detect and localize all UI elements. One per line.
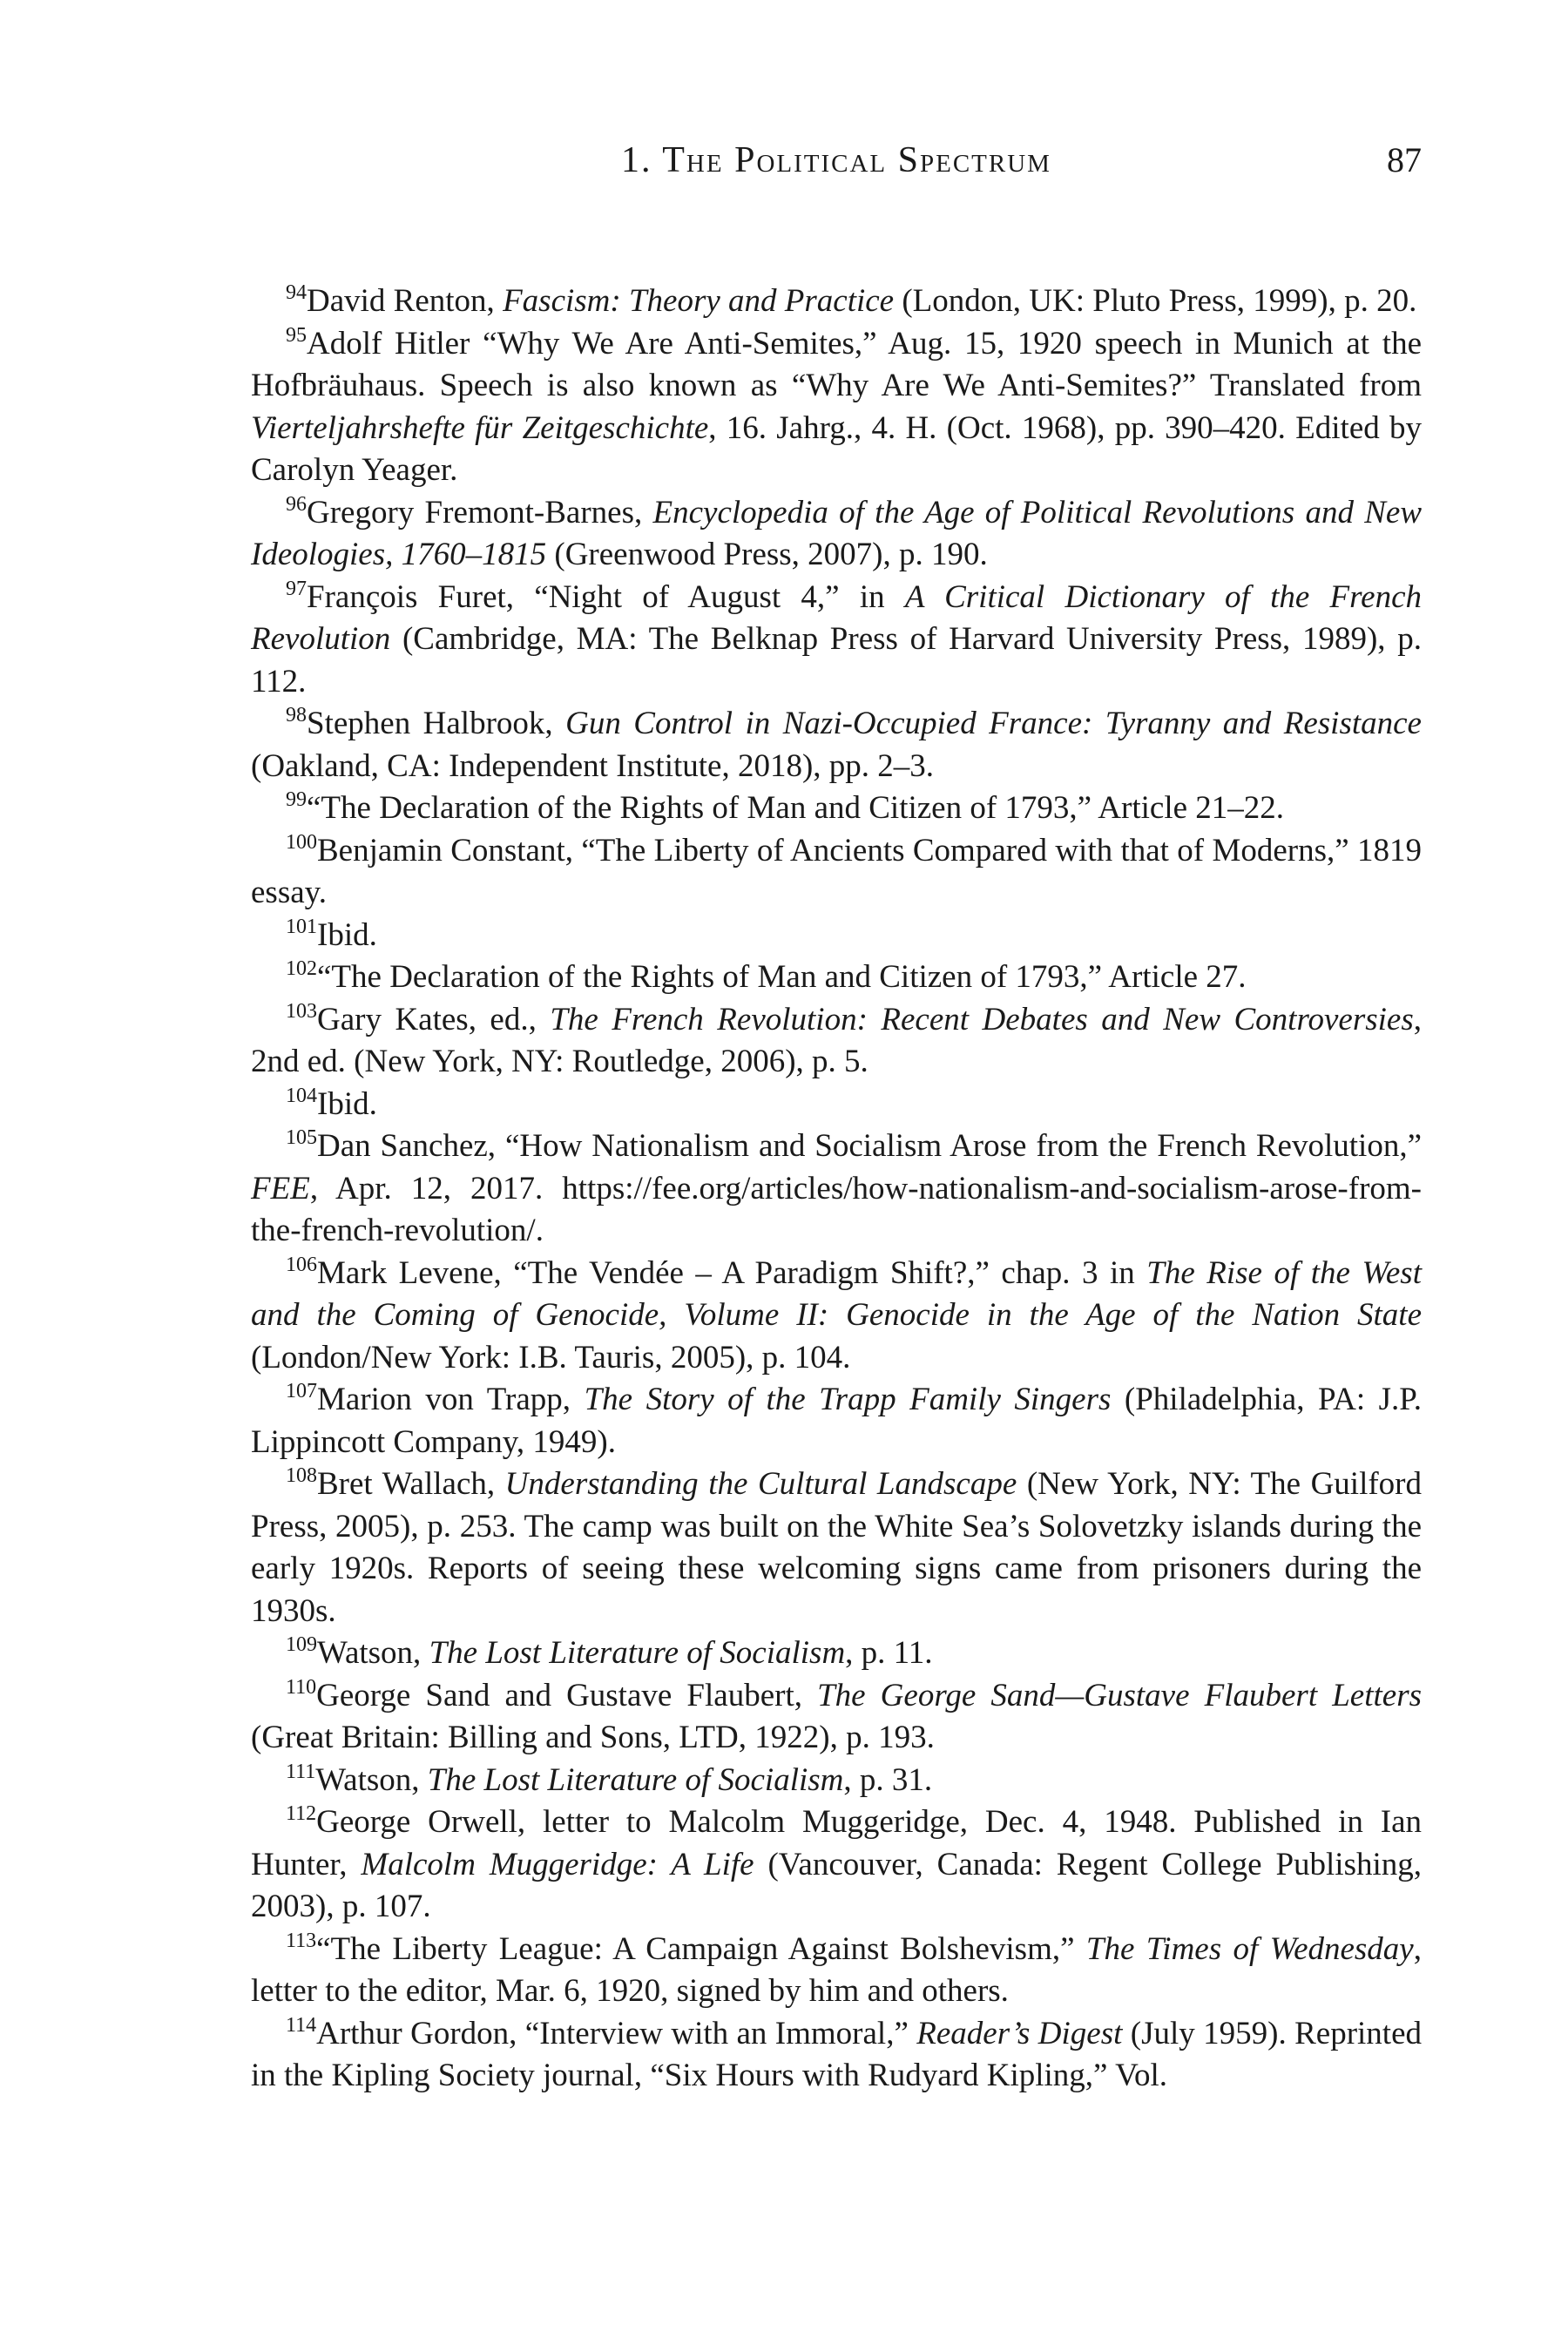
endnote-number: 94 — [286, 281, 307, 304]
endnote-text: Mark Levene, “The Vendée – A Paradigm Shift?,” chap. 3 in — [317, 1254, 1147, 1291]
endnote-text: (London/New York: I.B. Tauris, 2005), p. 104. — [251, 1339, 851, 1375]
endnote-number: 95 — [286, 323, 307, 347]
endnote-number: 99 — [286, 788, 307, 811]
endnote-text: (Greenwood Press, 2007), p. 190. — [546, 537, 988, 572]
endnote-title-italic: Gun Control in Nazi-Occupied France: Tyranny and Resistance — [565, 706, 1422, 741]
endnote-102 — [251, 956, 1422, 999]
endnote-109 — [251, 1632, 1422, 1675]
endnote-number: 96 — [286, 492, 307, 516]
endnote-text: (Oakland, CA: Independent Institute, 2018), pp. 2–3. — [251, 747, 935, 784]
endnote-text: “The Liberty League: A Campaign Against Bolshevism,” — [316, 1930, 1086, 1967]
endnote-text: (New York, NY: The Guilford Press, 2005), p. 253. The camp was built on the White Sea’s Solovetzky islands during the early 1920s. Reports of seeing these welcoming signs came from prisoners during the 1930s. — [251, 1466, 1422, 1629]
endnote-number: 107 — [286, 1380, 317, 1402]
endnote-107 — [251, 1379, 1422, 1463]
endnote-title-italic: Fascism: Theory and Practice — [503, 283, 895, 319]
endnote-title-italic: A Critical Dictionary of the French Revolution — [251, 578, 1422, 657]
endnote-number: 101 — [286, 915, 317, 938]
endnote-text: Gregory Fremont-Barnes, — [307, 494, 653, 531]
endnote-text: Watson, — [317, 1635, 429, 1671]
endnote-95 — [251, 323, 1422, 492]
endnote-number: 111 — [286, 1760, 316, 1783]
endnote-text: , 2nd ed. (New York, NY: Routledge, 2006), p. 5. — [251, 1001, 1422, 1079]
endnote-title-italic: The Lost Literature of Socialism — [427, 1761, 844, 1798]
endnotes-list — [251, 280, 1422, 2098]
endnote-text: Stephen Halbrook, — [307, 706, 566, 741]
endnote-title-italic: The Lost Literature of Socialism — [429, 1635, 846, 1671]
endnote-title-italic: Malcolm Muggeridge: A Life — [361, 1846, 754, 1882]
endnote-title-italic: Understanding the Cultural Landscape — [504, 1466, 1017, 1502]
endnote-number: 105 — [286, 1126, 317, 1149]
endnote-text: , letter to the editor, Mar. 6, 1920, signed by him and others. — [251, 1930, 1422, 2009]
endnote-title-italic: FEE — [251, 1170, 310, 1206]
endnote-title-italic: The Rise of the West and the Coming of Genocide, Volume II: Genocide in the Age of the Nation State — [251, 1254, 1422, 1333]
endnote-title-italic: Encyclopedia of the Age of Political Revolutions and New Ideologies, 1760–1815 — [251, 494, 1422, 572]
endnote-100 — [251, 830, 1422, 915]
running-title: 1. The Political Spectrum — [621, 140, 1051, 180]
endnote-text: Dan Sanchez, “How Nationalism and Socialism Arose from the French Revolution,” — [317, 1128, 1422, 1164]
endnote-96 — [251, 492, 1422, 577]
endnote-text: (Philadelphia, PA: J.P. Lippincott Company, 1949). — [251, 1382, 1423, 1460]
endnote-103 — [251, 999, 1422, 1084]
endnote-101 — [251, 915, 1422, 957]
endnote-text: Gary Kates, ed., — [317, 1001, 551, 1037]
endnote-text: (Vancouver, Canada: Regent College Publishing, 2003), p. 107. — [251, 1846, 1423, 1924]
endnote-text: Ibid. — [317, 1085, 377, 1122]
endnote-title-italic: The Times of Wednesday — [1085, 1930, 1414, 1967]
endnote-text: “The Declaration of the Rights of Man and Citizen of 1793,” Article 21–22. — [307, 790, 1285, 826]
endnote-text: (Cambridge, MA: The Belknap Press of Harvard University Press, 1989), p. 112. — [251, 621, 1422, 700]
endnote-text: Bret Wallach, — [317, 1466, 505, 1502]
endnote-108 — [251, 1463, 1422, 1632]
endnote-114 — [251, 2013, 1422, 2098]
endnote-text: Watson, — [315, 1761, 428, 1798]
endnote-text: , p. 11. — [845, 1635, 933, 1671]
endnote-number: 114 — [286, 2013, 317, 2037]
endnote-number: 110 — [286, 1675, 317, 1699]
endnote-title-italic: Reader’s Digest — [916, 2015, 1123, 2051]
endnote-113 — [251, 1929, 1422, 2013]
endnote-text: Benjamin Constant, “The Liberty of Ancients Compared with that of Moderns,” 1819 essay. — [251, 832, 1422, 910]
endnote-98 — [251, 703, 1422, 787]
endnote-text: , p. 31. — [843, 1761, 933, 1798]
endnote-text: François Furet, “Night of August 4,” in — [307, 578, 905, 615]
endnote-number: 100 — [286, 830, 317, 854]
endnote-text: , 16. Jahrg., 4. H. (Oct. 1968), pp. 390–420. Edited by Carolyn Yeager. — [251, 409, 1422, 488]
endnote-text: (Great Britain: Billing and Sons, LTD, 1922), p. 193. — [251, 1720, 935, 1755]
endnote-text: David Renton, — [307, 283, 504, 319]
endnote-number: 98 — [286, 704, 307, 727]
endnote-number: 109 — [286, 1633, 317, 1656]
endnote-text: , Apr. 12, 2017. https://fee.org/articles/how-nationalism-and-socialism-arose-from-the-french-revolution/. — [251, 1170, 1422, 1248]
endnote-text: Arthur Gordon, “Interview with an Immoral,” — [316, 2015, 917, 2051]
endnote-title-italic: Vierteljahrshefte für Zeitgeschichte — [251, 409, 709, 446]
endnote-106 — [251, 1253, 1422, 1380]
endnote-text: Marion von Trapp, — [317, 1382, 585, 1417]
running-header — [251, 139, 1422, 192]
endnote-105 — [251, 1125, 1422, 1253]
endnote-text: Adolf Hitler “Why We Are Anti-Semites,” Aug. 15, 1920 speech in Munich at the Hofbräuhaus. Speech is also known as “Why Are We Anti-Semites?” Translated from — [251, 325, 1422, 403]
endnote-99 — [251, 787, 1422, 830]
endnote-104 — [251, 1084, 1422, 1126]
endnote-97 — [251, 577, 1422, 704]
endnote-94 — [251, 280, 1422, 323]
endnote-number: 108 — [286, 1464, 317, 1487]
endnote-110 — [251, 1675, 1422, 1760]
endnote-title-italic: The French Revolution: Recent Debates and New Controversies — [550, 1001, 1414, 1037]
endnote-number: 102 — [286, 957, 317, 980]
endnote-text: George Sand and Gustave Flaubert, — [316, 1677, 818, 1713]
endnote-112 — [251, 1801, 1422, 1929]
endnote-number: 113 — [286, 1929, 317, 1952]
page-number: 87 — [1387, 140, 1422, 179]
endnote-title-italic: The George Sand—Gustave Flaubert Letters — [817, 1677, 1422, 1713]
endnote-title-italic: The Story of the Trapp Family Singers — [584, 1382, 1112, 1417]
endnote-text: (London, UK: Pluto Press, 1999), p. 20. — [894, 283, 1417, 319]
endnote-number: 104 — [286, 1084, 317, 1107]
endnote-text: (July 1959). Reprinted in the Kipling Society journal, “Six Hours with Rudyard Kipling,” Vol. — [251, 2015, 1422, 2093]
endnote-text: George Orwell, letter to Malcolm Muggeridge, Dec. 4, 1948. Published in Ian Hunter, — [251, 1804, 1422, 1882]
endnote-number: 106 — [286, 1253, 317, 1276]
endnote-text: “The Declaration of the Rights of Man and Citizen of 1793,” Article 27. — [317, 959, 1247, 995]
endnote-111 — [251, 1760, 1422, 1802]
endnote-number: 112 — [286, 1802, 317, 1825]
endnote-text: Ibid. — [317, 916, 377, 953]
endnote-number: 103 — [286, 999, 317, 1023]
endnote-number: 97 — [286, 577, 307, 600]
